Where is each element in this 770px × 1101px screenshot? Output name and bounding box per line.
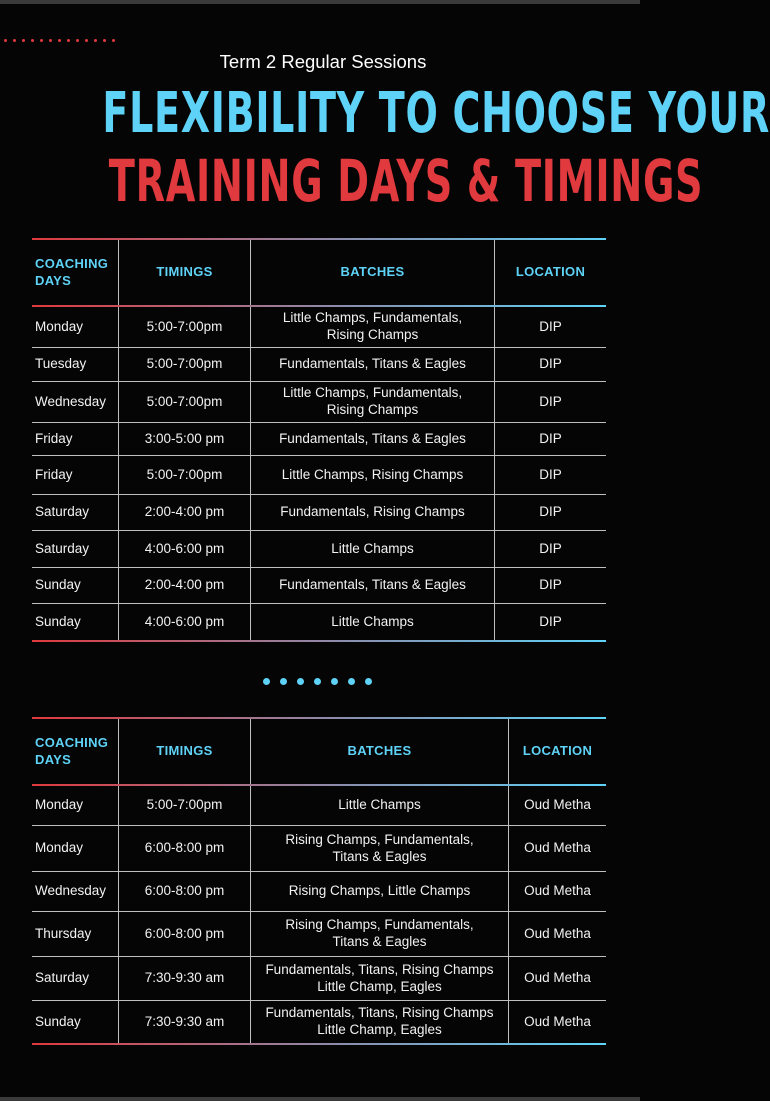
cell-day: Sunday xyxy=(35,613,81,629)
cell-batches: Little Champs, Rising Champs xyxy=(250,456,494,494)
cell-batches: Little Champs xyxy=(250,531,494,567)
schedule-table-oud-metha xyxy=(32,717,606,1045)
cell-day: Monday xyxy=(35,318,84,334)
cell-batches: Rising Champs, Fundamentals, Titans & Eagles xyxy=(250,826,508,871)
header-coaching-days: COACHING DAYS xyxy=(35,735,109,767)
cell-time: 5:00-7:00pm xyxy=(118,786,250,825)
cell-batches: Little Champs xyxy=(250,604,494,640)
cell-day: Sunday xyxy=(35,577,81,593)
cell-batches: Fundamentals, Titans, Rising Champs Little Champ, Eagles xyxy=(250,957,508,1000)
cell-time: 4:00-6:00 pm xyxy=(118,604,250,640)
cell-day: Monday xyxy=(35,797,84,813)
cell-location: DIP xyxy=(494,604,606,640)
cell-batches: Little Champs, Fundamentals, Rising Champs xyxy=(250,382,494,422)
table-row xyxy=(32,495,606,531)
cell-batches: Rising Champs, Fundamentals, Titans & Eagles xyxy=(250,912,508,956)
cell-day: Friday xyxy=(35,466,73,482)
headline-line-1: FLEXIBILITY TO CHOOSE YOUR xyxy=(102,81,770,146)
cell-batches: Rising Champs, Little Champs xyxy=(250,872,508,911)
table-row xyxy=(32,786,606,826)
cell-time: 4:00-6:00 pm xyxy=(118,531,250,567)
header-batches: BATCHES xyxy=(250,240,494,305)
table-row xyxy=(32,912,606,957)
cell-location: Oud Metha xyxy=(508,957,606,1000)
table-row xyxy=(32,957,606,1001)
cell-time: 7:30-9:30 am xyxy=(118,957,250,1000)
cell-batches: Fundamentals, Titans & Eagles xyxy=(250,423,494,455)
cell-location: Oud Metha xyxy=(508,826,606,871)
cell-time: 5:00-7:00pm xyxy=(118,307,250,347)
cell-day: Friday xyxy=(35,430,73,446)
table-row xyxy=(32,423,606,456)
cell-batches: Fundamentals, Titans & Eagles xyxy=(250,348,494,381)
table-row xyxy=(32,456,606,495)
cell-day: Thursday xyxy=(35,925,92,941)
cell-time: 2:00-4:00 pm xyxy=(118,495,250,530)
cell-batches: Fundamentals, Titans & Eagles xyxy=(250,568,494,603)
header-batches: BATCHES xyxy=(250,719,508,784)
cell-day: Sunday xyxy=(35,1013,81,1029)
cell-location: Oud Metha xyxy=(508,1001,606,1043)
header-location: LOCATION xyxy=(508,719,606,784)
table-bottom-line xyxy=(32,1043,606,1045)
table-row xyxy=(32,872,606,912)
table-row xyxy=(32,1001,606,1043)
cell-day: Tuesday xyxy=(35,356,87,372)
cell-time: 7:30-9:30 am xyxy=(118,1001,250,1043)
cell-time: 5:00-7:00pm xyxy=(118,382,250,422)
cell-location: DIP xyxy=(494,348,606,381)
cell-location: DIP xyxy=(494,307,606,347)
cell-day: Wednesday xyxy=(35,883,107,899)
cell-batches: Fundamentals, Titans, Rising Champs Little Champ, Eagles xyxy=(250,1001,508,1043)
cell-location: DIP xyxy=(494,382,606,422)
header-timings: TIMINGS xyxy=(118,240,250,305)
cell-time: 3:00-5:00 pm xyxy=(118,423,250,455)
cell-day: Saturday xyxy=(35,504,90,520)
cell-day: Saturday xyxy=(35,970,90,986)
page-subtitle: Term 2 Regular Sessions xyxy=(219,51,427,72)
cell-location: DIP xyxy=(494,531,606,567)
cell-batches: Little Champs xyxy=(250,786,508,825)
table-bottom-line xyxy=(32,640,606,642)
cell-batches: Little Champs, Fundamentals, Rising Champs xyxy=(250,307,494,347)
cell-time: 2:00-4:00 pm xyxy=(118,568,250,603)
table-row xyxy=(32,382,606,423)
table-row xyxy=(32,531,606,568)
schedule-table-dip xyxy=(32,238,606,642)
cell-location: DIP xyxy=(494,495,606,530)
cell-time: 6:00-8:00 pm xyxy=(118,872,250,911)
table-row xyxy=(32,348,606,382)
table-header-row xyxy=(32,240,606,305)
cell-location: DIP xyxy=(494,456,606,494)
headline-line-2: TRAINING DAYS & TIMINGS xyxy=(108,147,704,215)
cell-location: DIP xyxy=(494,423,606,455)
header-timings: TIMINGS xyxy=(118,719,250,784)
table-row xyxy=(32,568,606,604)
cell-location: DIP xyxy=(494,568,606,603)
table-row xyxy=(32,604,606,640)
table-row xyxy=(32,826,606,872)
cell-time: 6:00-8:00 pm xyxy=(118,912,250,956)
top-border xyxy=(0,0,640,4)
cell-location: Oud Metha xyxy=(508,912,606,956)
cell-day: Monday xyxy=(35,840,84,856)
header-location: LOCATION xyxy=(494,240,606,305)
cell-time: 5:00-7:00pm xyxy=(118,456,250,494)
cell-batches: Fundamentals, Rising Champs xyxy=(250,495,494,530)
table-row xyxy=(32,307,606,348)
header-coaching-days: COACHING DAYS xyxy=(35,256,109,288)
bottom-border xyxy=(0,1097,640,1101)
decorative-dots-red xyxy=(4,39,115,45)
table-header-row xyxy=(32,719,606,784)
cell-day: Saturday xyxy=(35,540,90,556)
cell-time: 6:00-8:00 pm xyxy=(118,826,250,871)
decorative-dots-blue xyxy=(263,678,372,685)
cell-day: Wednesday xyxy=(35,393,107,409)
cell-location: Oud Metha xyxy=(508,872,606,911)
cell-location: Oud Metha xyxy=(508,786,606,825)
cell-time: 5:00-7:00pm xyxy=(118,348,250,381)
